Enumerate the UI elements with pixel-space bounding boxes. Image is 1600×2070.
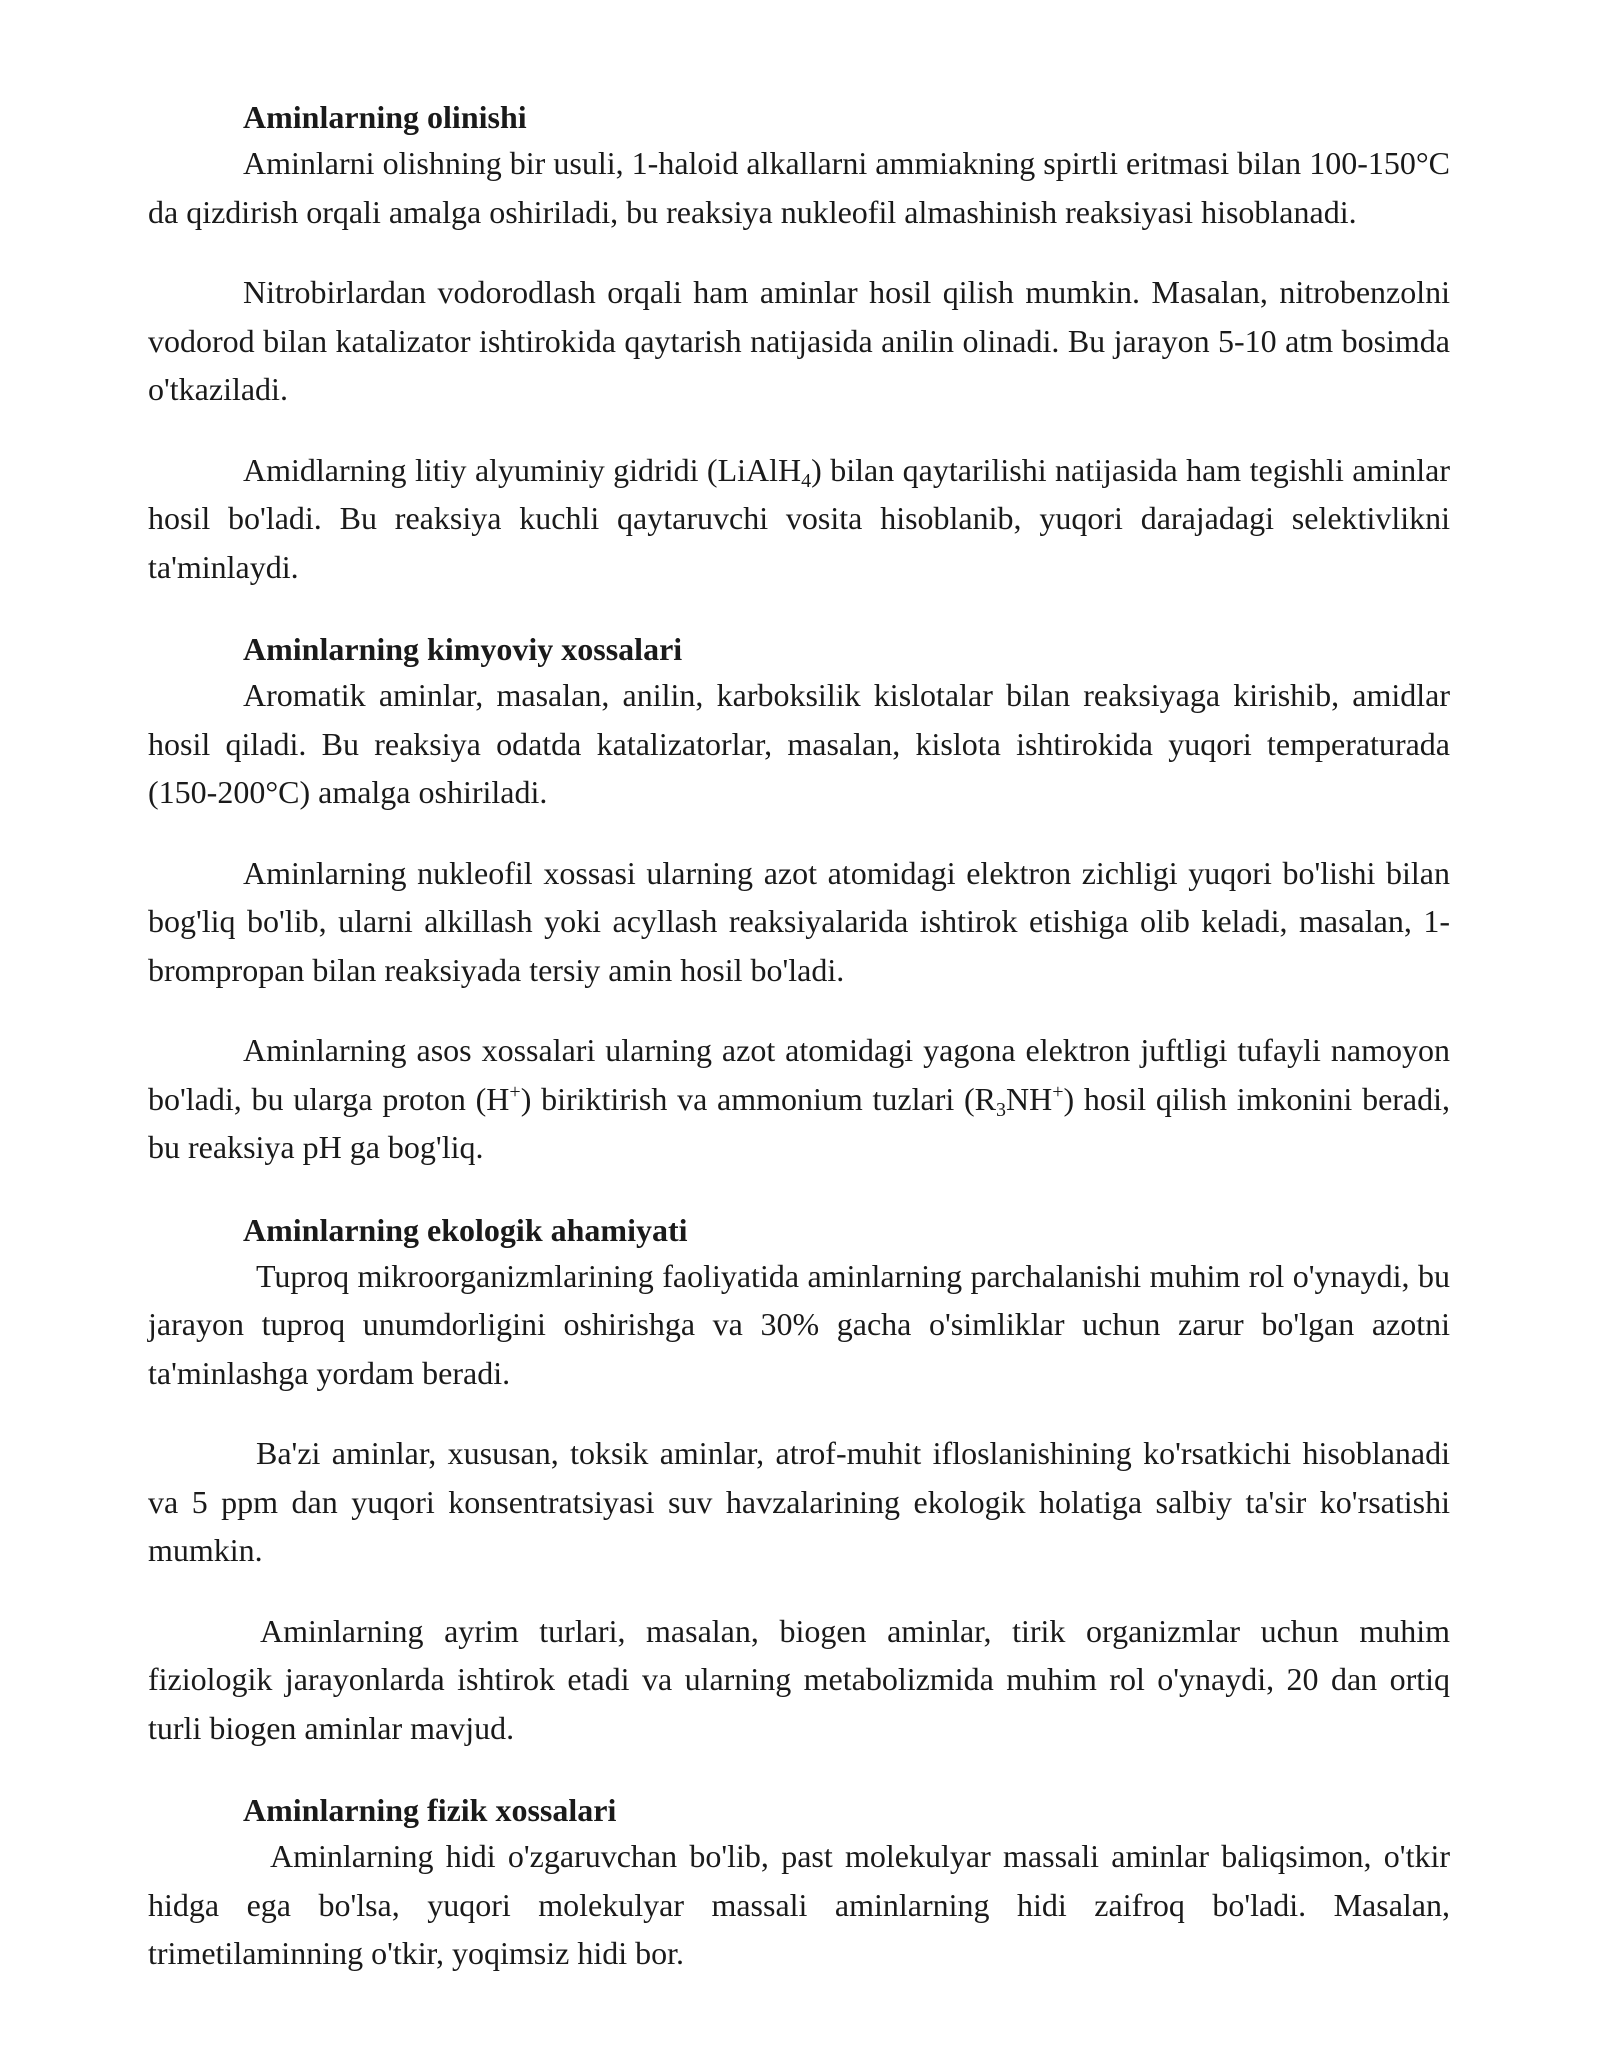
paragraph-asos-xossalari bbox=[148, 1026, 1450, 1172]
superscript: + bbox=[1052, 1080, 1064, 1103]
section-heading-kimyoviy-xossalari: Aminlarning kimyoviy xossalari bbox=[243, 631, 683, 667]
paragraph: Aminlarning hidi o'zgaruvchan bo'lib, past molekulyar massali aminlar baliqsimon, o'tkir hidga ega bo'lsa, yuqori molekulyar massali aminlarning hidi zaifroq bo'ladi. Masalan, trimetilaminning o'tkir, yoqimsiz hidi bor. bbox=[148, 1838, 1450, 1971]
paragraph: Aminlarning nukleofil xossasi ularning azot atomidagi elektron zichligi yuqori bo'lishi bilan bog'liq bo'lib, ularni alkillash yoki acyllash reaksiyalarida ishtirok etishiga olib keladi, masalan, 1-brompropan bilan reaksiyada tersiy amin hosil bo'ladi. bbox=[148, 854, 1450, 988]
paragraph: Ba'zi aminlar, xususan, toksik aminlar, atrof-muhit ifloslanishining ko'rsatkichi hisoblanadi va 5 ppm dan yuqori konsentratsiyasi suv havzalarining ekologik holatiga salbiy ta'sir ko'rsatishi mumkin. bbox=[148, 1435, 1450, 1568]
subscript: 4 bbox=[801, 469, 812, 492]
subscript: 3 bbox=[996, 1098, 1007, 1121]
section-heading-ekologik-ahamiyati: Aminlarning ekologik ahamiyati bbox=[243, 1211, 688, 1248]
section-heading-fizik-xossalari: Aminlarning fizik xossalari bbox=[243, 1792, 617, 1828]
paragraph: Nitrobirlardan vodorodlash orqali ham aminlar hosil qilish mumkin. Masalan, nitrobenzolni vodorod bilan katalizator ishtirokida qaytarish natijasida anilin olinadi. Bu jarayon 5-10 atm bosimda o'tkaziladi. bbox=[148, 274, 1450, 407]
section-heading-olinishi: Aminlarning olinishi bbox=[243, 99, 527, 135]
paragraph-text: NH bbox=[1006, 1080, 1053, 1117]
paragraph-text: Aminlarning asos xossalari ularning azot atomidagi yagona elektron juftligi tufayli namoyon bo'ladi, bu ularga proton (H bbox=[148, 1032, 1450, 1117]
superscript: + bbox=[509, 1080, 521, 1103]
paragraph: Aminlarning ayrim turlari, masalan, biogen aminlar, tirik organizmlar uchun muhim fiziologik jarayonlarda ishtirok etadi va ularning metabolizmida muhim rol o'ynaydi, 20 dan ortiq turli biogen aminlar mavjud. bbox=[148, 1612, 1450, 1746]
paragraph-text: ) biriktirish va ammonium tuzlari (R bbox=[520, 1080, 997, 1117]
paragraph: Aromatik aminlar, masalan, anilin, karboksilik kislotalar bilan reaksiyaga kirishib, amidlar hosil qiladi. Bu reaksiya odatda katalizatorlar, masalan, kislota ishtirokida yuqori temperaturada (150-200°C) amalga oshiriladi. bbox=[148, 677, 1450, 810]
paragraph: Tuproq mikroorganizmlarining faoliyatida aminlarning parchalanishi muhim rol o'ynaydi, bu jarayon tuproq unumdorligini oshirishga va 30% gacha o'simliklar uchun zarur bo'lgan azotni ta'minlashga yordam beradi. bbox=[148, 1257, 1450, 1391]
paragraph-text: ) bilan qaytarilishi natijasida ham tegishli aminlar hosil bo'ladi. Bu reaksiya kuchli qaytaruvchi vosita hisoblanib, yuqori darajadagi selektivlikni ta'minlaydi. bbox=[148, 451, 1451, 585]
paragraph-lialh4 bbox=[148, 446, 1450, 592]
paragraph-text: ) hosil qilish imkonini beradi, bu reaksiya pH ga bog'liq. bbox=[148, 1080, 1451, 1165]
paragraph: Aminlarni olishning bir usuli, 1-haloid alkallarni ammiakning spirtli eritmasi bilan 100-150°C da qizdirish orqali amalga oshiriladi, bu reaksiya nukleofil almashinish reaksiyasi hisoblanadi. bbox=[148, 145, 1450, 230]
paragraph-text: Amidlarning litiy alyuminiy gidridi (LiAlH bbox=[243, 451, 802, 488]
